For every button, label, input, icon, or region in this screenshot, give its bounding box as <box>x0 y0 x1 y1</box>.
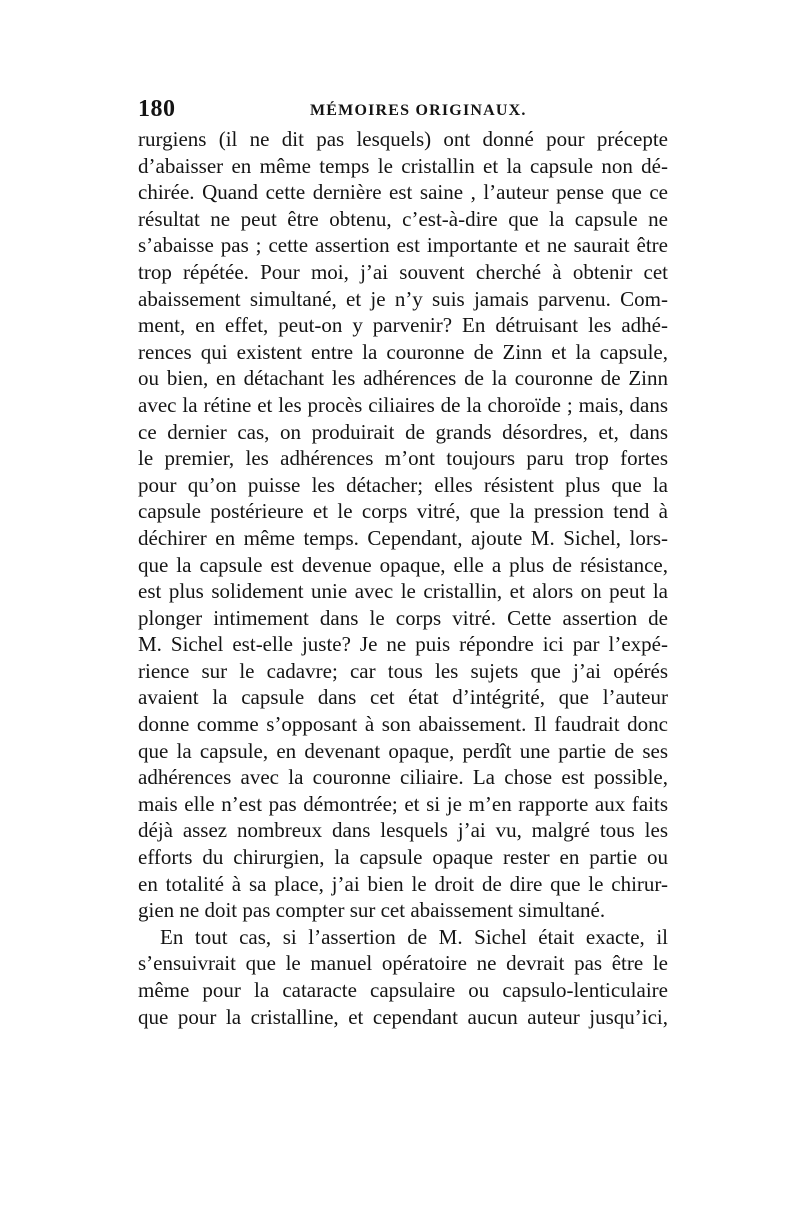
text-line: s’abaisse pas ; cette assertion est importante et ne saurait être <box>138 233 668 258</box>
text-line: que pour la cristalline, et cependant aucun auteur jusqu’ici, <box>138 1004 668 1029</box>
text-line: mais elle n’est pas démontrée; et si je m’en rapporte aux faits <box>138 791 668 816</box>
text-line: ou bien, en détachant les adhérences de la couronne de Zinn <box>138 366 668 391</box>
text-line: En tout cas, si l’assertion de M. Sichel était exacte, il <box>160 924 668 949</box>
text-line: efforts du chirurgien, la capsule opaque rester en partie ou <box>138 845 668 870</box>
text-line: déchirer en même temps. Cependant, ajoute M. Sichel, lors- <box>138 525 668 550</box>
running-head: MÉMOIRES ORIGINAUX. <box>310 102 527 119</box>
text-line: d’abaisser en même temps le cristallin et la capsule non dé- <box>138 153 668 178</box>
page-number: 180 <box>138 96 176 122</box>
page-header <box>138 96 668 126</box>
text-line: adhérences avec la couronne ciliaire. La chose est possible, <box>138 765 668 790</box>
text-line: M. Sichel est-elle juste? Je ne puis répondre ici par l’expé- <box>138 632 668 657</box>
text-line: ment, en effet, peut-on y parvenir? En détruisant les adhé- <box>138 313 668 338</box>
text-line: rurgiens (il ne dit pas lesquels) ont donné pour précepte <box>138 127 668 151</box>
text-line: abaissement simultané, et je n’y suis jamais parvenu. Com- <box>138 286 668 311</box>
text-line: en totalité à sa place, j’ai bien le droit de dire que le chirur- <box>138 871 668 896</box>
text-line: le premier, les adhérences m’ont toujours paru trop fortes <box>138 446 668 471</box>
text-line: rences qui existent entre la couronne de Zinn et la capsule, <box>138 339 668 364</box>
text-line: plonger intimement dans le corps vitré. Cette assertion de <box>138 605 668 630</box>
text-line: que la capsule, en devenant opaque, perdît une partie de ses <box>138 738 668 763</box>
text-line: est plus solidement unie avec le cristallin, et alors on peut la <box>138 579 668 604</box>
text-line: ce dernier cas, on produirait de grands désordres, et, dans <box>138 419 668 444</box>
text-line: capsule postérieure et le corps vitré, que la pression tend à <box>138 499 668 524</box>
text-line: pour qu’on puisse les détacher; elles résistent plus que la <box>138 472 668 497</box>
text-line: résultat ne peut être obtenu, c’est-à-dire que la capsule ne <box>138 206 668 231</box>
text-line: même pour la cataracte capsulaire ou capsulo-lenticulaire <box>138 978 668 1002</box>
text-line: avaient la capsule dans cet état d’intégrité, que l’auteur <box>138 685 668 710</box>
text-line: rience sur le cadavre; car tous les sujets que j’ai opérés <box>138 658 668 683</box>
text-line: trop répétée. Pour moi, j’ai souvent cherché à obtenir cet <box>138 259 668 284</box>
text-line: donne comme s’opposant à son abaissement. Il faudrait donc <box>138 712 668 737</box>
text-line: déjà assez nombreux dans lesquels j’ai vu, malgré tous les <box>138 818 668 843</box>
text-line: chirée. Quand cette dernière est saine , l’auteur pense que ce <box>138 180 668 205</box>
text-line: avec la rétine et les procès ciliaires de la choroïde ; mais, dans <box>138 392 668 417</box>
body-text <box>138 126 668 1030</box>
text-line: gien ne doit pas compter sur cet abaissement simultané. <box>138 898 606 923</box>
text-line: s’ensuivrait que le manuel opératoire ne devrait pas être le <box>138 951 668 976</box>
text-line: que la capsule est devenue opaque, elle a plus de résistance, <box>138 552 668 577</box>
